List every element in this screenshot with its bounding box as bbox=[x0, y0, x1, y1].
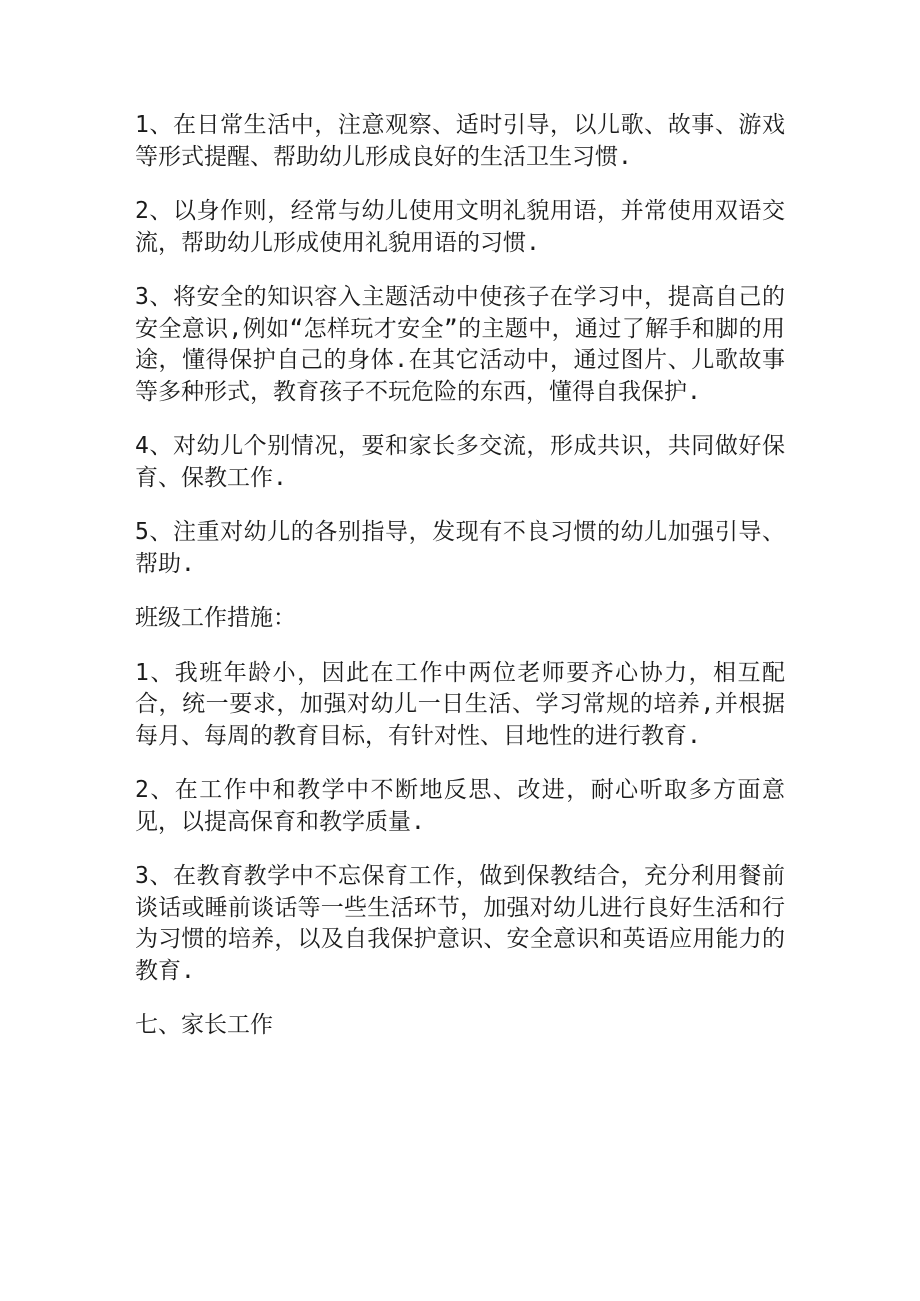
paragraph-habits-guidance: 1、在日常生活中，注意观察、适时引导，以儿歌、故事、游戏等形式提醒、帮助幼儿形成良好的生活卫生习惯. bbox=[135, 112, 785, 170]
paragraph-care-education: 3、在教育教学中不忘保育工作，做到保教结合，充分利用餐前谈话或睡前谈话等一些生活环节，加强对幼儿进行良好生活和行为习惯的培养，以及自我保护意识、安全意识和英语应用能力的教育. bbox=[135, 863, 785, 984]
section-heading-parent-work: 七、家长工作 bbox=[135, 1012, 273, 1038]
paragraph-individual-guidance: 5、注重对幼儿的各别指导，发现有不良习惯的幼儿加强引导、帮助. bbox=[135, 519, 785, 577]
paragraph-teacher-cooperation: 1、我班年龄小，因此在工作中两位老师要齐心协力，相互配合，统一要求，加强对幼儿一日生活、学习常规的培养,并根据每月、每周的教育目标，有针对性、目地性的进行教育. bbox=[135, 659, 785, 749]
paragraph-parent-communication: 4、对幼儿个别情况，要和家长多交流，形成共识，共同做好保育、保教工作. bbox=[135, 433, 785, 491]
document-body bbox=[135, 110, 785, 1065]
section-heading-class-measures: 班级工作措施： bbox=[135, 605, 296, 631]
paragraph-safety-knowledge: 3、将安全的知识容入主题活动中使孩子在学习中，提高自己的安全意识,例如“怎样玩才安全”的主题中，通过了解手和脚的用途，懂得保护自己的身体.在其它活动中，通过图片、儿歌故事等多种形式，教育孩子不玩危险的东西，懂得自我保护. bbox=[135, 284, 785, 405]
paragraph-reflection: 2、在工作中和教学中不断地反思、改进，耐心听取多方面意见，以提高保育和教学质量. bbox=[135, 777, 785, 835]
paragraph-polite-language: 2、以身作则，经常与幼儿使用文明礼貌用语，并常使用双语交流，帮助幼儿形成使用礼貌用语的习惯. bbox=[135, 198, 785, 256]
